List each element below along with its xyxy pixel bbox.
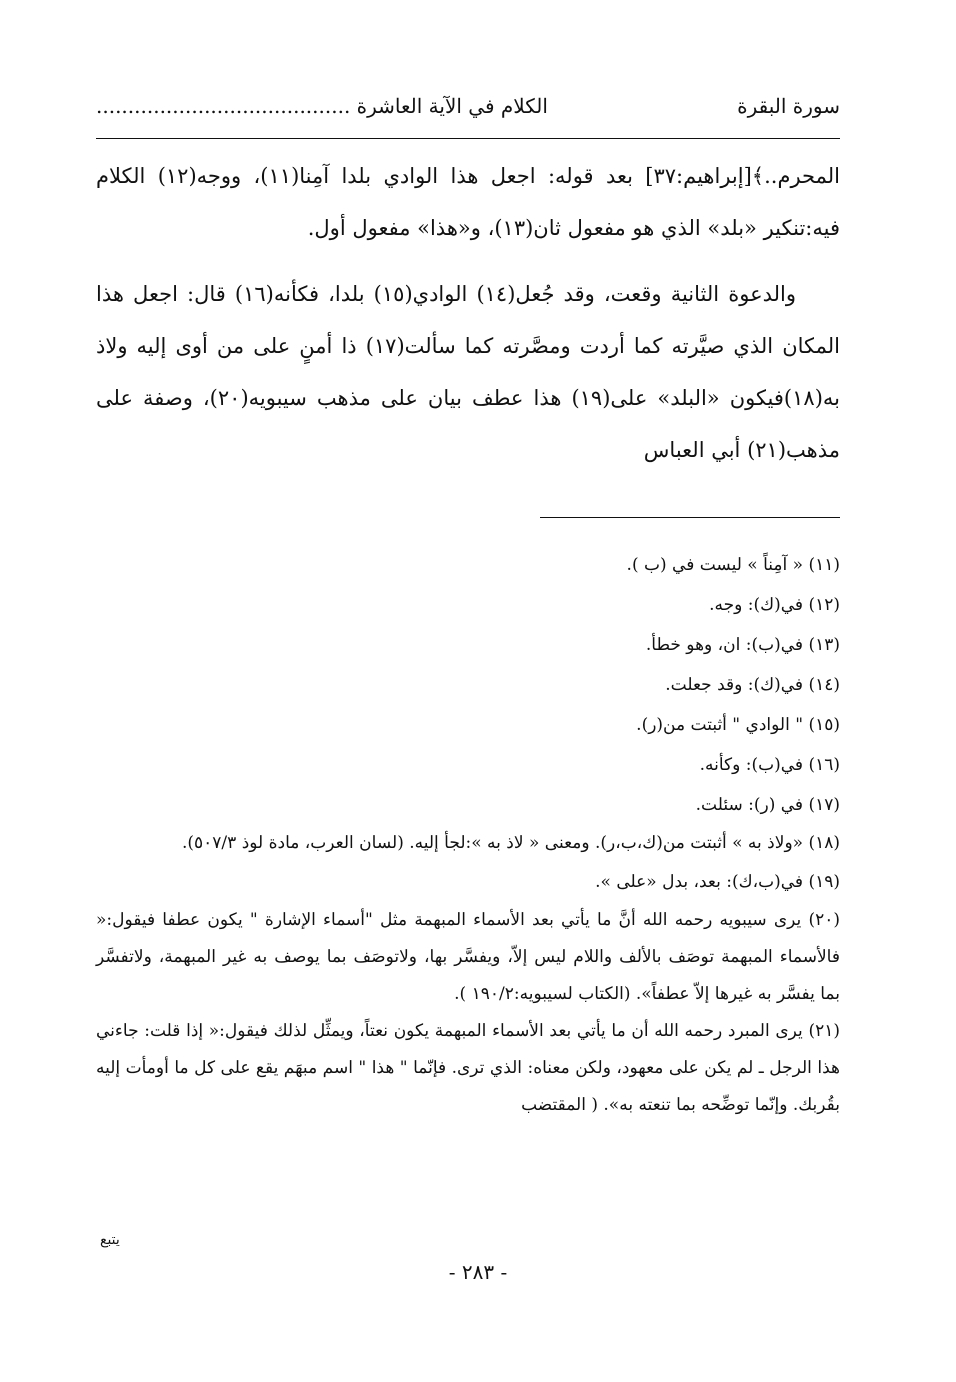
header-surah-title: سورة البقرة (737, 94, 840, 118)
footnote-19: (١٩) في(ب،ك): بعد، بدل «على ». (595, 872, 840, 892)
footnote-18: (١٨) «ولاذ به » أثبتت من(ك،ب،ر). ومعنى « لاذ به »:لجأ إليه. (لسان العرب، مادة لوذ ٥٠٧/٣). (181, 833, 840, 853)
continued-label: يتبع (100, 1232, 120, 1248)
footnote-16: (١٦) في(ب): وكأنه. (699, 755, 840, 775)
footnote-11: (١١) « آمِناً » ليست في (ب ). (626, 555, 840, 575)
body-paragraph-1: المحرم..﴾[إبراهيم:٣٧] بعد قوله: اجعل هذا الوادي بلدا آمِنا(١١)، ووجه(١٢) الكلام فيه:تنكير «بلد» الذي هو مفعول ثان(١٣)، و«هذا» مفعول أول. (96, 164, 840, 240)
footnote-14: (١٤) في(ك): وقد جعلت. (665, 675, 840, 695)
footnote-separator (540, 517, 840, 518)
page-number: - ٢٨٣ - (448, 1260, 508, 1284)
running-header (96, 86, 840, 126)
header-section-title: الكلام في الآية العاشرة ........................................ (96, 94, 548, 118)
footnote-13: (١٣) في(ب): ان، وهو خطأ. (645, 635, 840, 655)
footnotes (96, 545, 840, 1124)
footnote-15: (١٥) " الوادي " أثبتت من(ر). (636, 715, 840, 735)
footnote-12: (١٢) في(ك): وجه. (709, 595, 840, 615)
footnote-17: (١٧) في (ر): سئلت. (695, 795, 840, 815)
footnote-20: (٢٠) يرى سيبويه رحمه الله أنَّ ما يأتي بعد الأسماء المبهمة مثل "أسماء الإشارة " يكون عطفا فيقول:« فالأسماء المبهمة توصَف بالألف واللام ليس إلاّ، ويفسَّر بها، ولاتوصَف بما يوصف به غير المبهمة، ولاتفسَّر بما يفسَّر به غيرها إلاّ عطفاً». (الكتاب لسيبويه:١٩٠/٢ ). (96, 910, 840, 1004)
body-text (96, 150, 840, 490)
footnote-21: (٢١) يرى المبرد رحمه الله أن ما يأتي بعد الأسماء المبهمة يكون نعتاً، ويمثِّل لذلك فيقول:« إذا قلت: جاءني هذا الرجل ـ لم يكن على معهود، ولكن معناه: الذي ترى. فإنّما " هذا " اسم مبهَم يقع على كل ما أومأت إليه بقُربك. وإنّما توضِّحه بما تنعته به». ( المقتضب (96, 1021, 840, 1115)
body-paragraph-2: والدعوة الثانية وقعت، وقد جُعل(١٤) الوادي(١٥) بلدا، فكأنه(١٦) قال: اجعل هذا المكان الذي صيَّرته كما أردت ومصَّرته كما سألت(١٧) ذا أمنٍ على من أوى إليه ولاذ به(١٨)فيكون «البلد» على(١٩) هذا عطف بيان على مذهب سيبويه(٢٠)، وصفة على مذهب(٢١) أبي العباس (96, 282, 840, 462)
header-rule (96, 138, 840, 139)
